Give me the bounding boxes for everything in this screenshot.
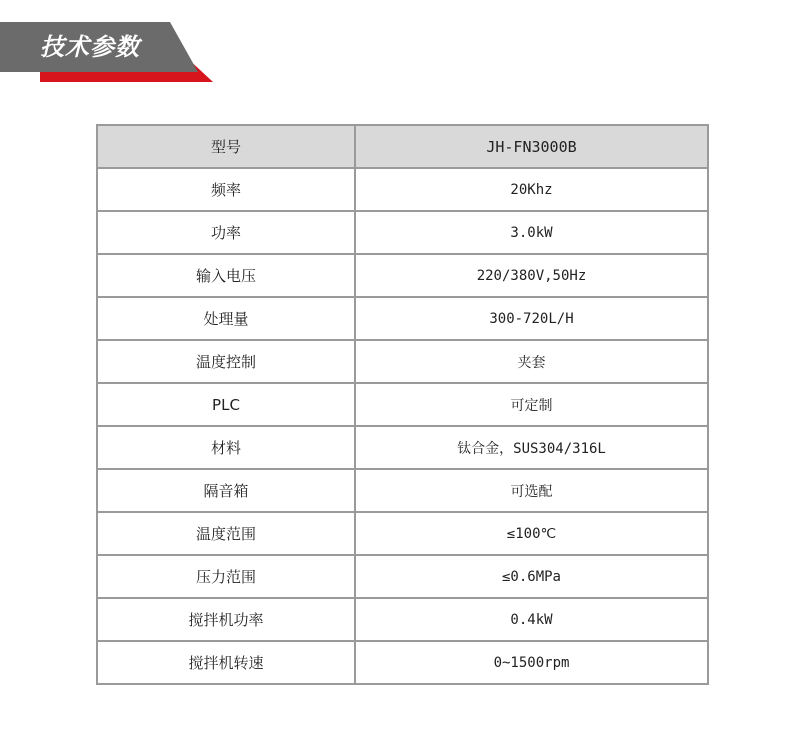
section-title: 技术参数 [40, 33, 140, 61]
row-value-cell: 可选配 [355, 469, 708, 512]
table-row [97, 512, 708, 555]
row-value-cell: 300-720L/H [355, 297, 708, 340]
header-value-cell: JH-FN3000B [355, 125, 708, 168]
row-label-cell: 材料 [97, 426, 355, 469]
row-value-cell: 0~1500rpm [355, 641, 708, 684]
table-header-row [97, 125, 708, 168]
table-row [97, 297, 708, 340]
row-value-cell: 0.4kW [355, 598, 708, 641]
row-label-cell: 温度范围 [97, 512, 355, 555]
table-row [97, 555, 708, 598]
row-value-cell: ≤0.6MPa [355, 555, 708, 598]
table-row [97, 641, 708, 684]
table-row [97, 469, 708, 512]
spec-table [96, 124, 709, 685]
table-row [97, 168, 708, 211]
table-row [97, 426, 708, 469]
row-label-cell: PLC [97, 383, 355, 426]
row-value-cell: ≤100℃ [355, 512, 708, 555]
table-row [97, 383, 708, 426]
row-label-cell: 输入电压 [97, 254, 355, 297]
row-label-cell: 搅拌机功率 [97, 598, 355, 641]
row-label-cell: 频率 [97, 168, 355, 211]
row-label-cell: 搅拌机转速 [97, 641, 355, 684]
row-label-cell: 温度控制 [97, 340, 355, 383]
row-value-cell: 220/380V,50Hz [355, 254, 708, 297]
row-label-cell: 隔音箱 [97, 469, 355, 512]
table-row [97, 211, 708, 254]
row-label-cell: 压力范围 [97, 555, 355, 598]
section-banner [0, 22, 215, 82]
row-value-cell: 3.0kW [355, 211, 708, 254]
table-row [97, 598, 708, 641]
row-value-cell: 钛合金，SUS304/316L [355, 426, 708, 469]
row-value-cell: 夹套 [355, 340, 708, 383]
table-row [97, 254, 708, 297]
row-label-cell: 功率 [97, 211, 355, 254]
row-value-cell: 可定制 [355, 383, 708, 426]
row-label-cell: 处理量 [97, 297, 355, 340]
row-value-cell: 20Khz [355, 168, 708, 211]
header-label-cell: 型号 [97, 125, 355, 168]
table-row [97, 340, 708, 383]
